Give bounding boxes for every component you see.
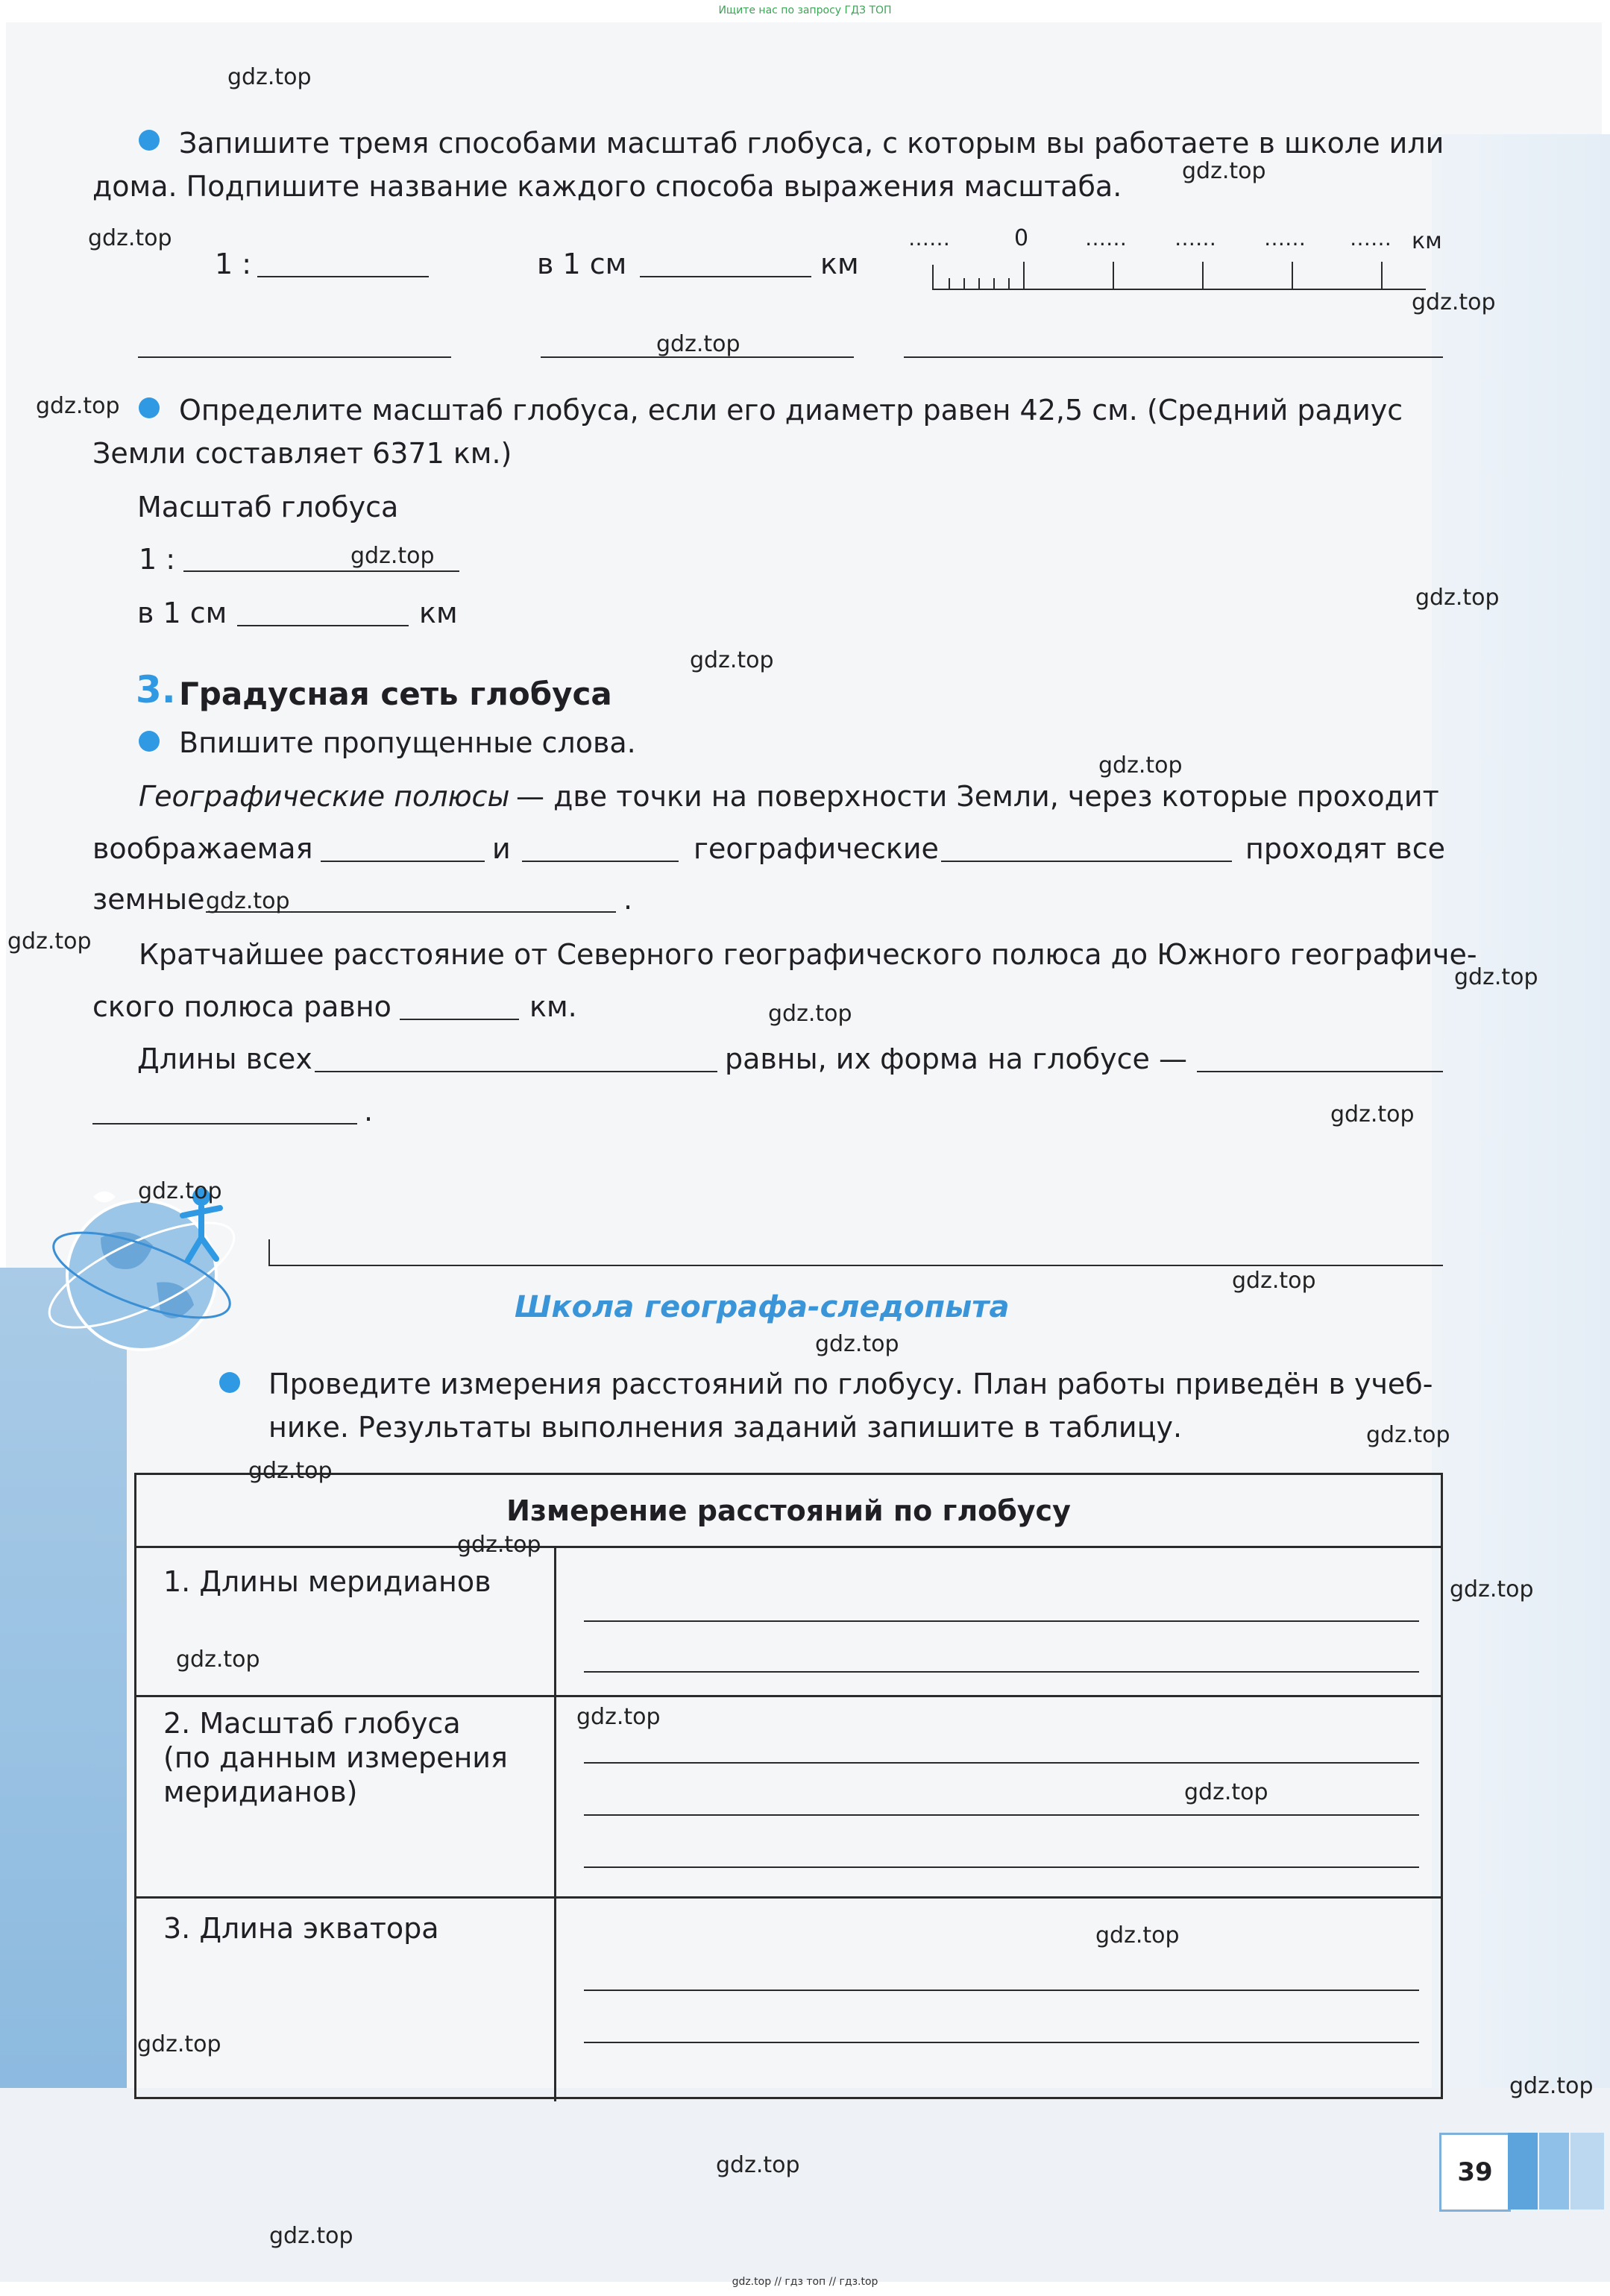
p6-blank-2[interactable] [1197,1071,1443,1072]
scale-dots-5: …… [1350,226,1392,251]
watermark: gdz.top [656,331,740,357]
table-answer-line[interactable] [584,1620,1419,1622]
table-answer-line[interactable] [584,1671,1419,1673]
table-answer-line[interactable] [584,1990,1419,1991]
table-answer-line[interactable] [584,2042,1419,2043]
task2-ratio-blank[interactable] [183,570,459,572]
p5-b: км. [529,990,577,1023]
table-answer-line[interactable] [584,1762,1419,1764]
section3-instruction: Впишите пропущенные слова. [179,726,636,759]
watermark: gdz.top [690,647,774,673]
task1-named-prefix: в 1 см [537,248,627,280]
watermark: gdz.top [88,225,172,251]
p1-term: Географические полюсы [139,780,510,813]
p2-blank-1[interactable] [321,861,485,862]
p2-c: географические [694,832,939,865]
bullet-icon [139,731,160,752]
top-link[interactable]: Ищите нас по запросу ГДЗ ТОП [718,4,892,16]
watermark: gdz.top [206,888,290,914]
task2-line2: Земли составляет 6371 км.) [92,437,512,470]
table-row-label: 3. Длина экватора [163,1912,439,1945]
task1-named-unit: км [820,248,859,280]
page-number: 39 [1439,2133,1511,2212]
task2-named-prefix: в 1 см [137,597,227,629]
table-row-label: 1. Длины меридианов [163,1565,491,1598]
table-row-label: 2. Масштаб глобуса (по данным измерения меридианов) [163,1707,508,1808]
task1-ratio-blank[interactable] [257,276,429,277]
task1-named-blank[interactable] [640,276,811,277]
p2-blank-2[interactable] [522,861,679,862]
task2-line1: Определите масштаб глобуса, если его диаметр равен 42,5 см. (Средний радиус [179,394,1403,427]
watermark: gdz.top [176,1646,260,1673]
table-answer-line[interactable] [584,1866,1419,1868]
watermark: gdz.top [576,1704,661,1730]
task4-line1: Проведите измерения расстояний по глобусу. План работы приведён в учеб- [268,1368,1433,1400]
bullet-icon [219,1372,240,1393]
table-answer-line[interactable] [584,1814,1419,1816]
watermark: gdz.top [36,393,120,419]
banner-title: Школа географа-следопыта [515,1290,1010,1324]
bottom-link[interactable]: gdz.top // гдз топ // гдз.top [732,2276,878,2288]
watermark: gdz.top [815,1331,899,1357]
p6-a: Длины всех [137,1042,312,1075]
section-title: Градусная сеть глобуса [179,676,612,712]
watermark: gdz.top [1412,289,1496,315]
p7-end: . [364,1095,374,1127]
task1-line2: дома. Подпишите название каждого способа выражения масштаба. [92,170,1122,203]
task1-caption-blank-1[interactable] [138,356,451,358]
p2-b: и [492,832,511,865]
watermark: gdz.top [768,1001,852,1027]
p6-blank-1[interactable] [315,1071,717,1072]
p2-blank-3[interactable] [941,861,1232,862]
watermark: gdz.top [716,2152,800,2178]
watermark: gdz.top [138,1178,222,1204]
task1-ratio-prefix: 1 : [215,248,252,280]
bottom-margin-band [0,2088,1610,2282]
p2-a: воображаемая [92,832,313,865]
task4-line2: нике. Результаты выполнения заданий запишите в таблицу. [268,1411,1183,1444]
p4: Кратчайшее расстояние от Северного географического полюса до Южного географиче- [139,938,1477,971]
task2-label: Масштаб глобуса [137,491,399,523]
p3-end: . [623,883,633,916]
p5-a: ского полюса равно [92,990,392,1023]
bullet-icon [139,397,160,418]
watermark: gdz.top [137,2031,221,2057]
banner-tick [268,1239,270,1266]
scale-zero: 0 [1014,225,1029,251]
left-margin-band [0,1268,127,2133]
watermark: gdz.top [457,1532,541,1558]
watermark: gdz.top [1182,158,1266,184]
watermark: gdz.top [1366,1422,1450,1448]
scale-unit: км [1412,228,1442,254]
right-margin-band [1432,134,1610,2163]
scale-dots-2: …… [1085,226,1127,251]
p5-blank[interactable] [400,1019,519,1020]
task1-line1: Запишите тремя способами масштаб глобуса, с которым вы работаете в школе или [179,127,1444,160]
watermark: gdz.top [248,1458,333,1484]
bullet-icon [139,130,160,151]
task2-named-unit: км [419,597,458,629]
task1-caption-blank-3[interactable] [904,356,1443,358]
scale-dots-4: …… [1264,226,1306,251]
watermark: gdz.top [1454,964,1538,990]
scale-dots-3: …… [1175,226,1216,251]
banner-line [268,1265,1443,1266]
watermark: gdz.top [1415,585,1500,611]
section-number: 3. [136,668,176,711]
watermark: gdz.top [1450,1576,1534,1603]
watermark: gdz.top [1098,752,1183,779]
scale-dots-1: …… [908,226,950,251]
watermark: gdz.top [1330,1101,1415,1127]
watermark: gdz.top [227,64,312,90]
p2-d: проходят все [1245,832,1445,865]
watermark: gdz.top [7,928,92,954]
task2-ratio-prefix: 1 : [139,543,176,576]
table-header: Измерение расстояний по глобусу [136,1475,1441,1548]
p3-a: земные [92,883,205,916]
watermark: gdz.top [1184,1779,1268,1805]
watermark: gdz.top [1232,1268,1316,1294]
watermark: gdz.top [269,2223,353,2249]
watermark: gdz.top [350,543,435,569]
p7-blank[interactable] [92,1123,357,1125]
task2-named-blank[interactable] [237,625,409,626]
watermark: gdz.top [1095,1922,1180,1949]
watermark: gdz.top [1509,2073,1594,2099]
linear-scale [932,265,1426,290]
p1-rest: — две точки на поверхности Земли, через которые проходит [516,780,1439,813]
p6-b: равны, их форма на глобусе — [725,1042,1187,1075]
